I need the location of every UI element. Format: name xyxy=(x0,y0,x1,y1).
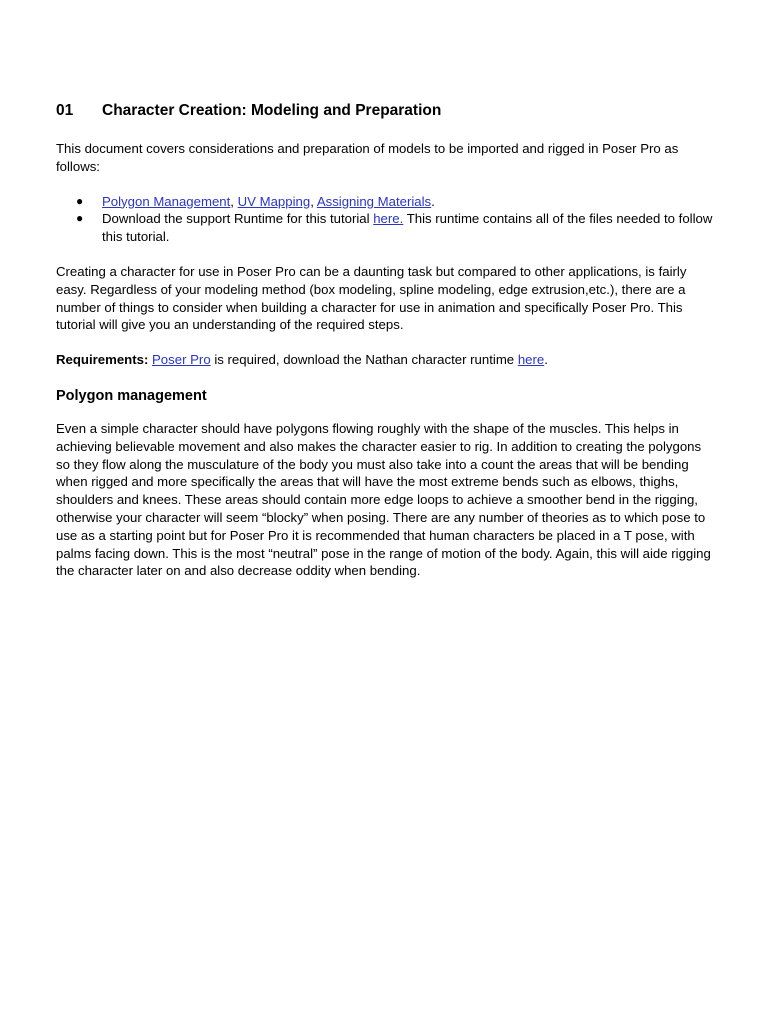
separator: , xyxy=(230,193,238,209)
bullet-icon: ● xyxy=(76,193,84,208)
separator: , xyxy=(310,193,317,209)
bullet-icon: ● xyxy=(76,211,84,226)
topic-list xyxy=(56,193,716,246)
body-paragraph-1: Creating a character for use in Poser Pro can be a daunting task but compared to other applications, is fairly easy. Regardless of your modeling method (box modeling, spline modeling, edge extrusion,etc.), there are a number of things to consider when building a character for use in animation and specifically Poser Pro. This tutorial will give you an understanding of the required steps. xyxy=(56,263,687,333)
download-text-before: Download the support Runtime for this tutorial xyxy=(102,211,374,227)
intro-paragraph: This document covers considerations and preparation of models to be imported and rigged in Poser Pro as follows: xyxy=(56,141,679,174)
polygon-management-heading: Polygon management xyxy=(56,387,207,404)
link-uv-mapping[interactable]: UV Mapping xyxy=(237,193,311,209)
section-heading xyxy=(56,100,716,122)
link-nathan-runtime[interactable]: here xyxy=(517,352,545,368)
polygon-management-body: Even a simple character should have polygons flowing roughly with the shape of the muscles. This helps in achieving believable movement and also makes the character easier to rig. In addition to creating the polygons so they flow along the musculature of the body you must also take into a count the areas that will be bending when rigged and more specifically the areas that will have the most extreme bends such as elbows, thighs, shoulders and knees. These areas should contain more edge loops to achieve a smoother bend in the rigging, otherwise your character will seem “blocky” when posing. There are any number of theories as to which pose to use as a starting point but for Poser Pro it is recommended that human characters be placed in a T pose, with palms facing down. This is the most “neutral” pose in the range of motion of the body. Again, this will aide rigging the character later on and also decrease oddity when bending. xyxy=(56,420,711,579)
list-item-end: . xyxy=(431,193,435,209)
link-assigning-materials[interactable]: Assigning Materials xyxy=(316,193,432,209)
section-number: 01 xyxy=(56,102,74,119)
requirements-label: Requirements: xyxy=(56,352,149,368)
document-page xyxy=(56,100,716,597)
download-text-after: This runtime contains all of the files needed to follow this tutorial. xyxy=(102,211,713,245)
requirements-end: . xyxy=(544,352,548,368)
link-poser-pro[interactable]: Poser Pro xyxy=(152,352,211,368)
list-item-topics xyxy=(56,193,716,211)
link-polygon-management[interactable]: Polygon Management xyxy=(102,193,231,209)
list-item-download xyxy=(56,210,716,246)
requirements-middle: is required, download the Nathan character runtime xyxy=(210,352,518,368)
link-runtime-download[interactable]: here. xyxy=(373,211,404,227)
section-title: Character Creation: Modeling and Preparation xyxy=(102,102,442,119)
requirements-paragraph xyxy=(56,351,716,369)
